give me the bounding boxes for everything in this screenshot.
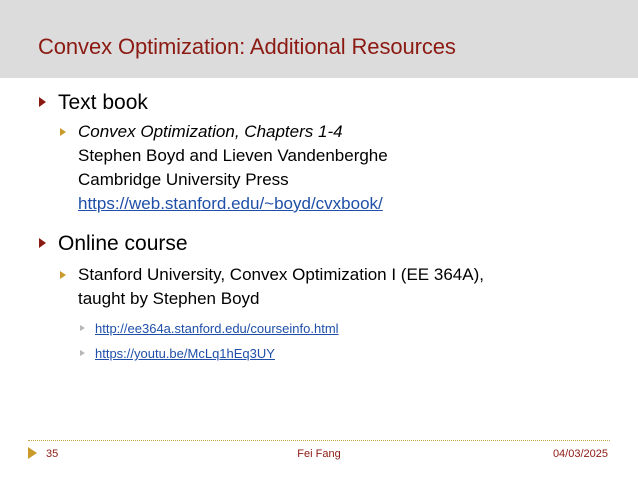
course-link-row <box>95 345 275 363</box>
bullet-online-course: Online course <box>58 232 188 255</box>
bullet-arrow-icon <box>39 238 46 248</box>
footer-author: Fei Fang <box>297 448 341 460</box>
page-number: 35 <box>46 448 59 460</box>
course-info-link[interactable]: http://ee364a.stanford.edu/courseinfo.html <box>95 321 339 336</box>
sub-sub-bullet-arrow-icon <box>80 325 85 331</box>
course-link-row <box>95 320 339 338</box>
footer-date: 04/03/2025 <box>552 448 608 460</box>
bullet-textbook: Text book <box>58 91 148 114</box>
textbook-url-row <box>78 192 383 216</box>
slide-title: Convex Optimization: Additional Resources <box>38 34 456 59</box>
textbook-title: Convex Optimization, Chapters 1-4 <box>78 122 343 141</box>
course-description-line1: Stanford University, Convex Optimization I (EE 364A), <box>78 265 484 284</box>
sub-bullet-arrow-icon <box>60 271 66 279</box>
sub-bullet-arrow-icon <box>60 128 66 136</box>
footer-divider <box>28 440 610 441</box>
course-video-link[interactable]: https://youtu.be/McLq1hEq3UY <box>95 346 275 361</box>
course-description-line2: taught by Stephen Boyd <box>78 289 260 308</box>
textbook-publisher: Cambridge University Press <box>78 170 289 189</box>
bullet-arrow-icon <box>39 97 46 107</box>
textbook-url-link[interactable]: https://web.stanford.edu/~boyd/cvxbook/ <box>78 194 383 213</box>
title-bar <box>0 0 638 78</box>
textbook-authors: Stephen Boyd and Lieven Vandenberghe <box>78 146 388 165</box>
sub-sub-bullet-arrow-icon <box>80 350 85 356</box>
